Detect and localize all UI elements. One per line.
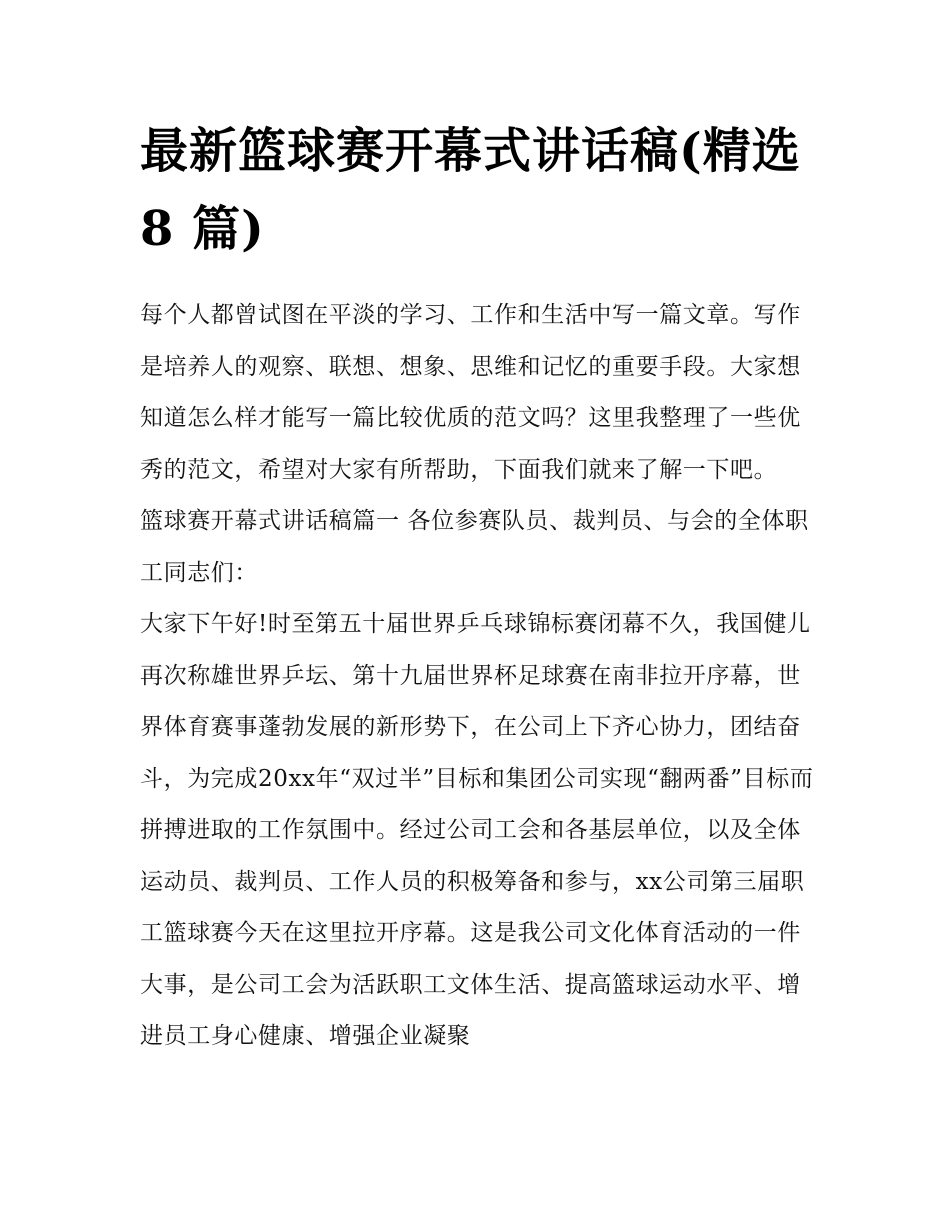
speech-salutation-paragraph: 篮球赛开幕式讲话稿篇一 各位参赛队员、裁判员、与会的全体职工同志们： — [140, 508, 809, 586]
document-title: 最新篮球赛开幕式讲话稿(精选 8 篇) — [140, 123, 801, 257]
speech-body-paragraph: 大家下午好!时至第五十届世界乒乓球锦标赛闭幕不久，我国健儿再次称雄世界乒坛、第十九届世界杯足球赛在南非拉开序幕，世界体育赛事蓬勃发展的新形势下，在公司上下齐心协力，团结奋斗，为完成20xx年“双过半”目标和集团公司实现“翻两番”目标而拼搏进取的工作氛围中。经过公司工会和各基层单位，以及全体运动员、裁判员、工作人员的积极筹备和参与，xx公司第三届职工篮球赛今天在这里拉开序幕。这是我公司文化体育活动的一件大事，是公司工会为活跃职工文体生活、提高篮球运动水平、增进员工身心健康、增强企业凝聚 — [140, 611, 814, 1049]
document-body — [140, 112, 815, 1063]
intro-paragraph: 每个人都曾试图在平淡的学习、工作和生活中写一篇文章。写作是培养人的观察、联想、想象、思维和记忆的重要手段。大家想知道怎么样才能写一篇比较优质的范文吗？这里我整理了一些优秀的范文，希望对大家有所帮助，下面我们就来了解一下吧。 — [140, 302, 801, 483]
